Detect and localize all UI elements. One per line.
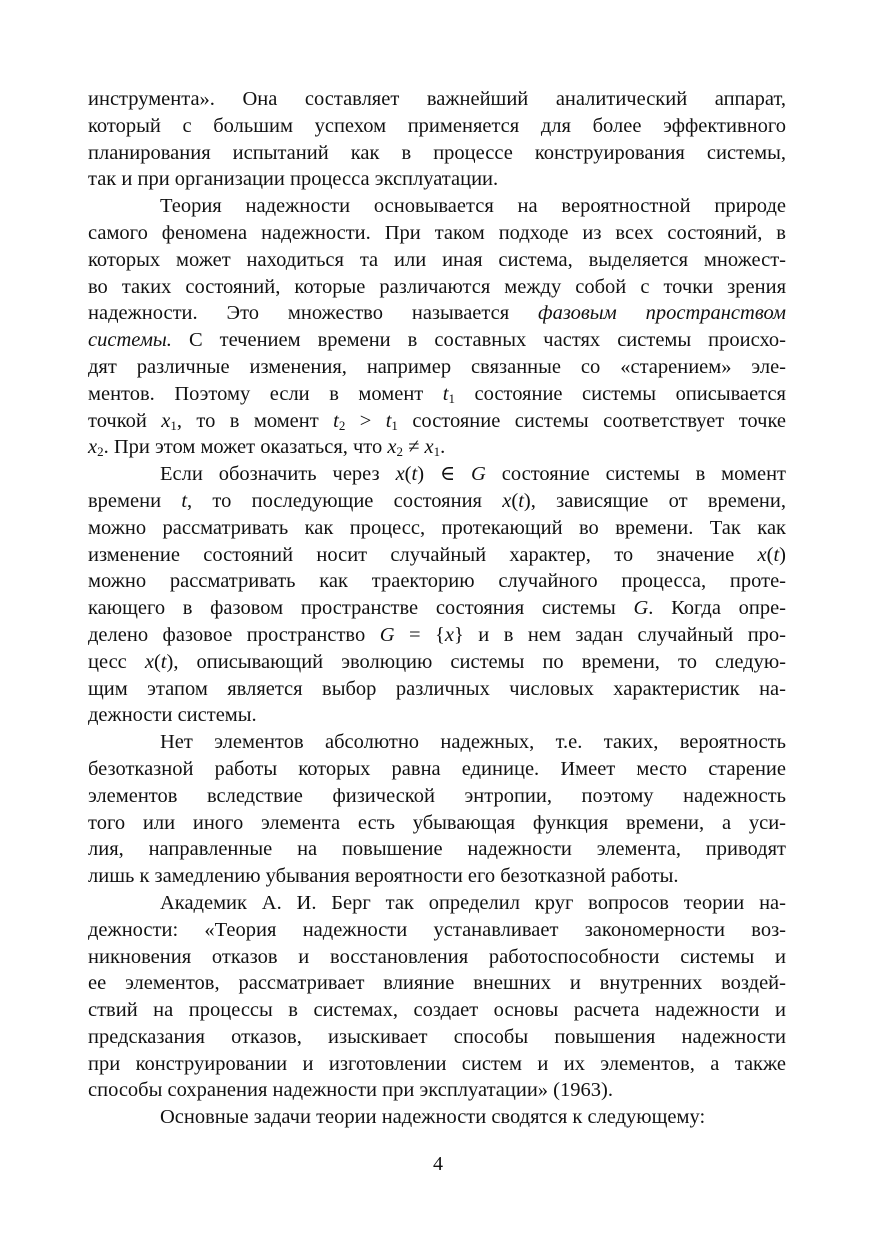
text-line: так и при организации процесса эксплуатации.	[88, 168, 499, 191]
text-line-formula: ментов. Поэтому если в момент $t_1$ состояние системы описывается	[88, 382, 786, 406]
paragraph-1	[88, 86, 786, 193]
paragraph-3	[88, 461, 786, 729]
text-line: лишь к замедлению убывания вероятности его безотказной работы.	[88, 865, 679, 888]
text-line: Академик А. И. Берг так определил круг вопросов теории на-	[160, 891, 786, 914]
text-line: никновения отказов и восстановления работоспособности системы и	[88, 945, 786, 968]
text-line: элементов вследствие физической энтропии, поэтому надежность	[88, 784, 786, 807]
text-line: можно рассматривать как процесс, протекающий во времени. Так как	[88, 516, 786, 539]
text-line: при конструировании и изготовлении систем и их элементов, а также	[88, 1052, 786, 1075]
text-line: ее элементов, рассматривает влияние внешних и внутренних воздей-	[88, 972, 786, 995]
text-line: инструмента». Она составляет важнейший аналитический аппарат,	[88, 88, 786, 110]
text-line-italic-term: надежности. Это множество называется фазовым пространством	[88, 302, 787, 325]
paragraph-5	[88, 890, 786, 1104]
text-line: Теория надежности основывается на вероятностной природе	[160, 195, 786, 218]
paragraph-2	[88, 193, 786, 461]
document-page	[88, 86, 786, 1131]
text-line-formula: делено фазовое пространство G = {x} и в нем задан случайный про-	[88, 623, 786, 646]
text-line: способы сохранения надежности при эксплуатации» (1963).	[88, 1079, 613, 1102]
text-line: щим этапом является выбор различных числовых характеристик на-	[88, 677, 786, 700]
text-line: который с большим успехом применяется для более эффективного	[88, 114, 786, 137]
text-line: дежности системы.	[88, 704, 257, 727]
paragraph-6	[88, 1104, 786, 1131]
text-line: самого феномена надежности. При таком подходе из всех состояний, в	[88, 221, 786, 244]
page-number: 4	[433, 1153, 443, 1175]
text-line: ствий на процессы в системах, создает основы расчета надежности и	[88, 999, 786, 1022]
text-line-formula: кающего в фазовом пространстве состояния системы G. Когда опре-	[88, 597, 787, 620]
paragraph-4	[88, 729, 786, 890]
text-line: планирования испытаний как в процессе конструирования системы,	[88, 141, 786, 164]
text-line: Нет элементов абсолютно надежных, т.е. таких, вероятность	[160, 731, 786, 754]
text-line: во таких состояний, которые различаются между собой с точки зрения	[88, 275, 786, 298]
text-line-formula: цесс x(t), описывающий эволюцию системы по времени, то следую-	[88, 650, 786, 673]
text-line-italic-term: системы. С течением времени в составных частях системы происхо-	[88, 329, 786, 352]
text-line: лия, направленные на повышение надежности элемента, приводят	[88, 838, 786, 861]
text-line: безотказной работы которых равна единице. Имеет место старение	[88, 757, 786, 780]
text-line-formula: времени t, то последующие состояния x(t), зависящие от времени,	[88, 489, 787, 512]
text-line-formula: Если обозначить через x(t) ∈ G состояние системы в момент	[160, 463, 786, 486]
text-line: того или иного элемента есть убывающая функция времени, а уси-	[88, 811, 786, 834]
text-line-formula: точкой $x_1$, то в момент $t_2 > t_1$ состояние системы соответствует точке	[88, 409, 787, 433]
text-line: Основные задачи теории надежности сводятся к следующему:	[160, 1106, 706, 1129]
text-line: которых может находиться та или иная система, выделяется множест-	[88, 248, 786, 271]
text-line-formula: изменение состояний носит случайный характер, то значение x(t)	[88, 543, 786, 566]
text-line-formula: $x_2$. При этом может оказаться, что $x_2 \ne x_1$.	[88, 436, 446, 460]
text-line: дят различные изменения, например связанные со «старением» эле-	[88, 355, 786, 378]
text-line: предсказания отказов, изыскивает способы повышения надежности	[88, 1025, 786, 1048]
text-line: можно рассматривать как траекторию случайного процесса, проте-	[88, 570, 786, 593]
text-line: дежности: «Теория надежности устанавливает закономерности воз-	[88, 918, 786, 941]
